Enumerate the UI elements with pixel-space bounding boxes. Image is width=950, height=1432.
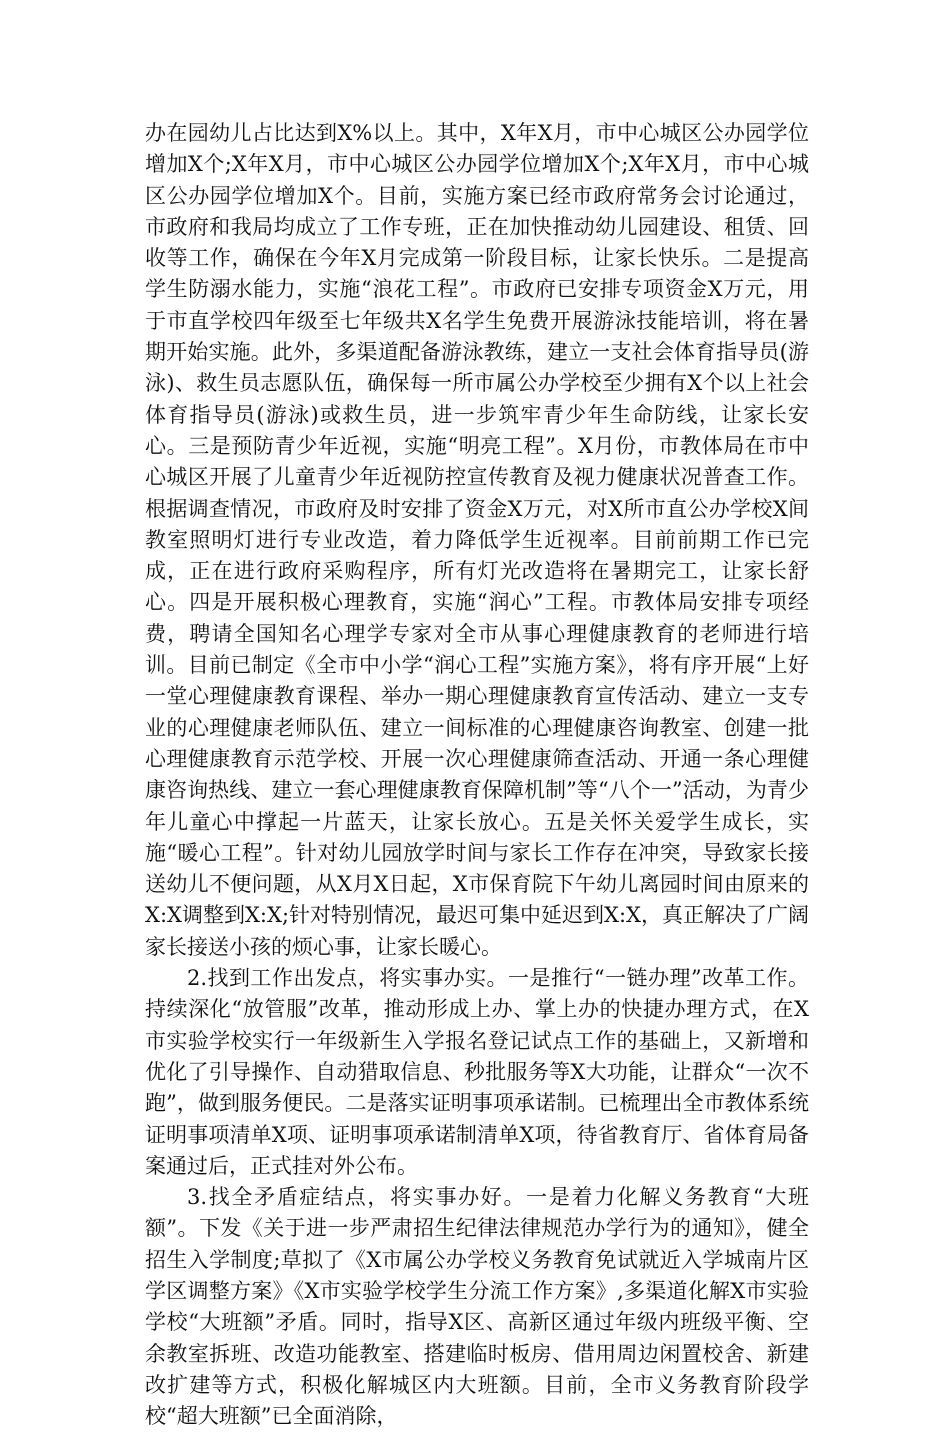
paragraph-1: 办在园幼儿占比达到X%以上。其中，X年X月，市中心城区公办园学位增加X个;X年X月，市中心城区公办园学位增加X个;X年X月，市中心城区公办园学位增加X个。目前，实施方案已经市政府常务会讨论通过，市政府和我局均成立了工作专班，正在加快推动幼儿园建设、租赁、回收等工作，确保在今年X月完成第一阶段目标，让家长快乐。二是提高学生防溺水能力，实施“浪花工程”。市政府已安排专项资金X万元，用于市直学校四年级至七年级共X名学生免费开展游泳技能培训，将在暑期开始实施。此外，多渠道配备游泳教练，建立一支社会体育指导员(游泳)、救生员志愿队伍，确保每一所市属公办学校至少拥有X个以上社会体育指导员(游泳)或救生员，进一步筑牢青少年生命防线，让家长安心。三是预防青少年近视，实施“明亮工程”。X月份，市教体局在市中心城区开展了儿童青少年近视防控宣传教育及视力健康状况普查工作。根据调查情况，市政府及时安排了资金X万元，对X所市直公办学校X间教室照明灯进行专业改造，着力降低学生近视率。目前前期工作已完成，正在进行政府采购程序，所有灯光改造将在暑期完工，让家长舒心。四是开展积极心理教育，实施“润心”工程。市教体局安排专项经费，聘请全国知名心理学专家对全市从事心理健康教育的老师进行培训。目前已制定《全市中小学“润心工程”实施方案》，将有序开展“上好一堂心理健康教育课程、举办一期心理健康教育宣传活动、建立一支专业的心理健康老师队伍、建立一间标准的心理健康咨询教室、创建一批心理健康教育示范学校、开展一次心理健康筛查活动、开通一条心理健康咨询热线、建立一套心理健康教育保障机制”等“八个一”活动，为青少年儿童心中撑起一片蓝天，让家长放心。五是关怀关爱学生成长，实施“暖心工程”。针对幼儿园放学时间与家长工作存在冲突，导致家长接送幼儿不便问题，从X月X日起，X市保育院下午幼儿离园时间由原来的X:X调整到X:X;针对特别情况，最迟可集中延迟到X:X，真正解决了广阔家长接送小孩的烦心事，让家长暖心。 bbox=[145, 121, 809, 959]
document-body bbox=[145, 118, 809, 1432]
paragraph-2: 2.找到工作出发点，将实事办实。一是推行“一链办理”改革工作。持续深化“放管服”改革，推动形成上办、掌上办的快捷办理方式，在X市实验学校实行一年级新生入学报名登记试点工作的基础上，又新增和优化了引导操作、自动猎取信息、秒批服务等X大功能，让群众“一次不跑”，做到服务便民。二是落实证明事项承诺制。已梳理出全市教体系统证明事项清单X项、证明事项承诺制清单X项，待省教育厅、省体育局备案通过后，正式挂对外公布。 bbox=[145, 966, 809, 1178]
paragraph-3: 3.找全矛盾症结点，将实事办好。一是着力化解义务教育“大班额”。下发《关于进一步严肃招生纪律法律规范办学行为的通知》，健全招生入学制度;草拟了《X市属公办学校义务教育免试就近入学城南片区学区调整方案》《X市实验学校学生分流工作方案》,多渠道化解X市实验学校“大班额”矛盾。同时，指导X区、高新区通过年级内班级平衡、空余教室拆班、改造功能教室、搭建临时板房、借用周边闲置校舍、新建改扩建等方式，积极化解城区内大班额。目前，全市义务教育阶段学校“超大班额”已全面消除， bbox=[145, 1185, 809, 1429]
